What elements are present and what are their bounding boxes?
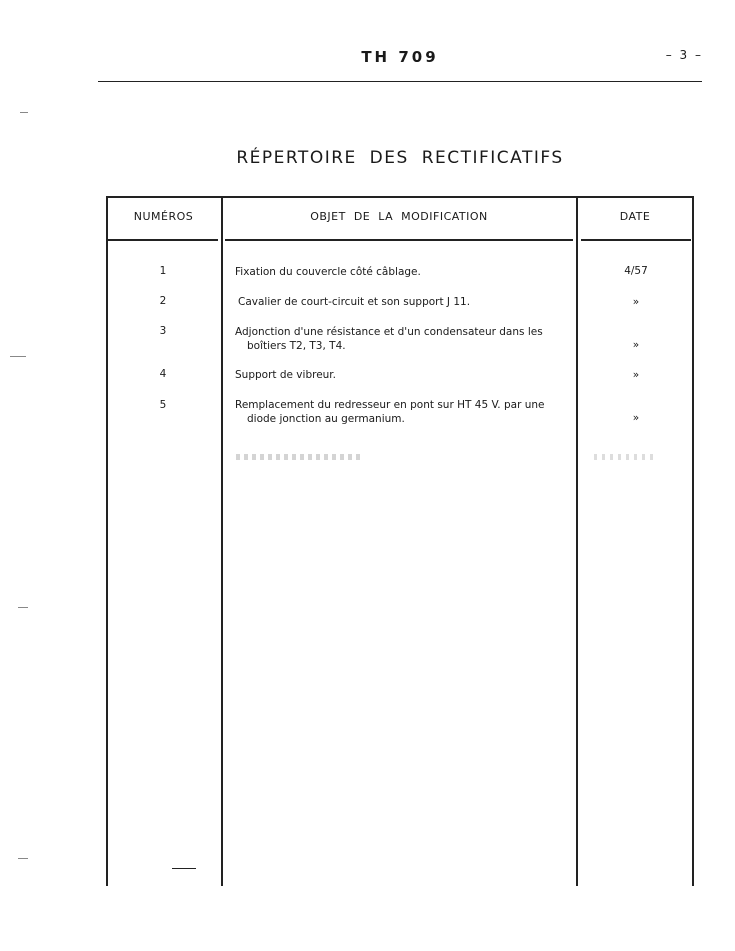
- row-3-object: [235, 325, 575, 353]
- row-2-number: 2: [159, 295, 167, 307]
- column-header-date: DATE: [619, 210, 651, 223]
- column-header-objet: OBJET DE LA MODIFICATION: [310, 210, 488, 223]
- row-3-date: »: [632, 339, 640, 351]
- row-1-object: [235, 265, 575, 279]
- row-2-date: »: [632, 296, 640, 308]
- row-1-number: 1: [159, 265, 167, 277]
- row-4-date: »: [632, 369, 640, 381]
- column-divider-1: [221, 196, 223, 886]
- row-1-date: 4/57: [624, 265, 648, 277]
- margin-speck: [20, 112, 28, 113]
- faded-date-mark: [594, 454, 658, 460]
- row-1-object-text: Fixation du couvercle côté câblage.: [235, 266, 421, 278]
- page-title: RÉPERTOIRE DES RECTIFICATIFS: [236, 148, 564, 168]
- table-top-border: [106, 196, 694, 198]
- row-5-date: »: [632, 412, 640, 424]
- row-5-object-line2: diode jonction au germanium.: [247, 413, 405, 425]
- row-3-number: 3: [159, 325, 167, 337]
- header-rule: [98, 81, 702, 82]
- document-code: TH 709: [361, 48, 439, 66]
- row-2-object-text: Cavalier de court-circuit et son support J 11.: [238, 296, 471, 308]
- row-4-object: [235, 368, 575, 382]
- row-4-object-text: Support de vibreur.: [235, 369, 336, 381]
- header-underline-object: [225, 239, 573, 241]
- row-5-object-line1: Remplacement du redresseur en pont sur HT 45 V. par une: [235, 399, 545, 411]
- row-5-object: [235, 398, 575, 426]
- margin-speck: [18, 607, 28, 608]
- row-3-object-line2: boîtiers T2, T3, T4.: [247, 340, 346, 352]
- corrections-table: [106, 196, 694, 886]
- row-4-number: 4: [159, 368, 167, 380]
- header-underline-num: [106, 239, 218, 241]
- margin-speck: [18, 858, 28, 859]
- page-number: – 3 –: [665, 48, 703, 62]
- faded-entry-mark: [236, 454, 364, 460]
- margin-speck: [10, 356, 26, 357]
- bottom-mark: [172, 868, 196, 869]
- header-underline-date: [581, 239, 691, 241]
- row-3-object-line1: Adjonction d'une résistance et d'un condensateur dans les: [235, 326, 543, 338]
- column-header-numeros: NUMÉROS: [133, 210, 194, 223]
- row-5-number: 5: [159, 399, 167, 411]
- row-2-object: [238, 295, 578, 309]
